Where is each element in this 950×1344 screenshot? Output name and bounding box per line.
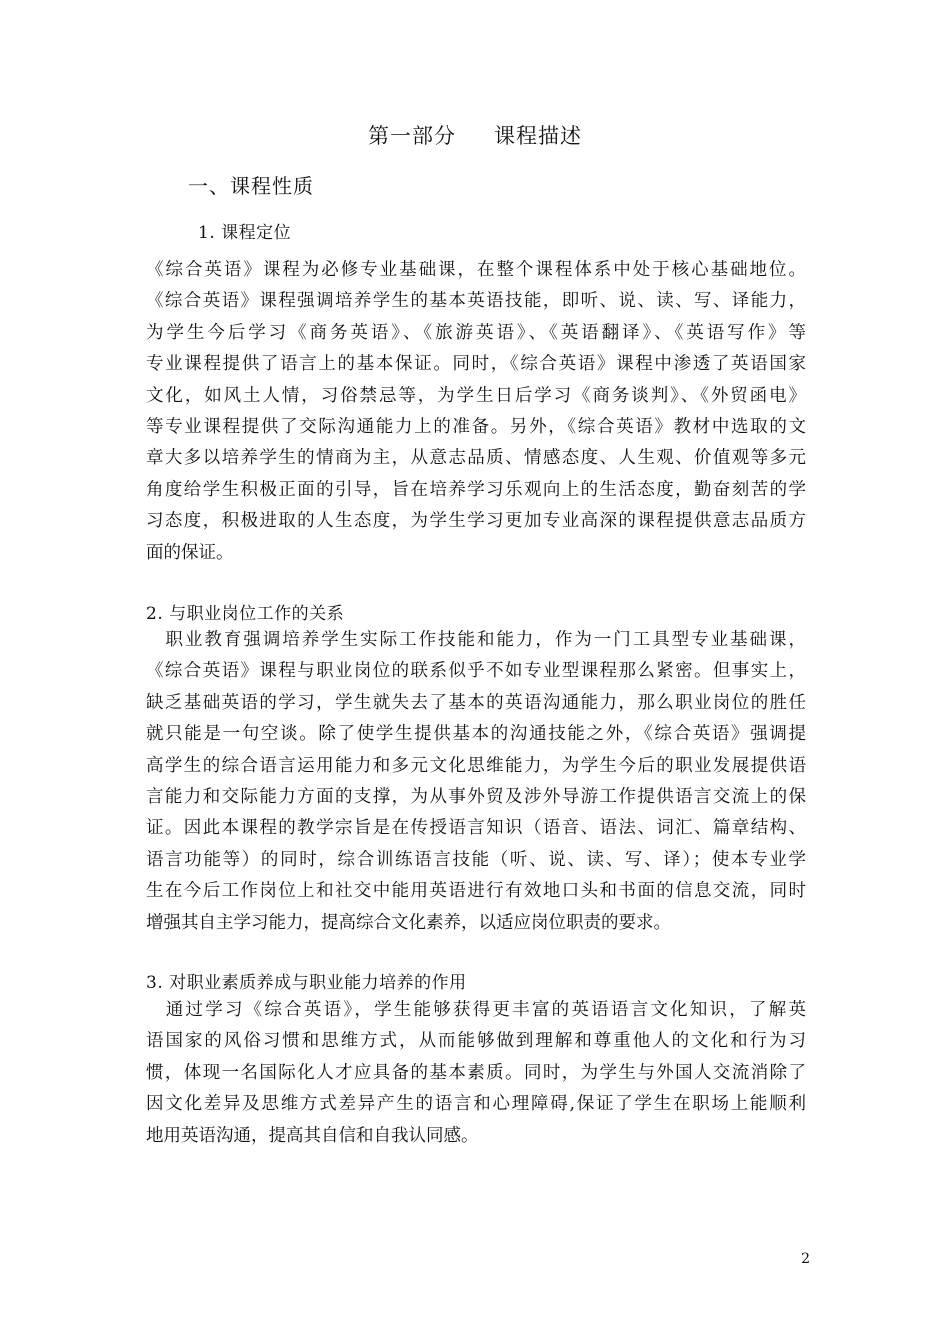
paragraph-line: 职业教育强调培养学生实际工作技能和能力，作为一门工具型专业基础课， bbox=[146, 630, 806, 650]
paragraph-line: 习态度，积极进取的人生态度，为学生学习更加专业高深的课程提供意志品质方 bbox=[146, 511, 806, 532]
paragraph-course-positioning bbox=[146, 255, 806, 569]
paragraph-line: 增强其自主学习能力，提高综合文化素养，以适应岗位职责的要求。 bbox=[146, 912, 671, 933]
paragraph-line: 文化，如风土人情，习俗禁忌等，为学生日后学习《商务谈判》、《外贸函电》 bbox=[146, 385, 806, 406]
paragraph-line: 证。因此本课程的教学宗旨是在传授语言知识（语音、语法、词汇、篇章结构、 bbox=[146, 818, 806, 839]
section-heading-course-nature: 一、课程性质 bbox=[188, 174, 314, 198]
part-title-number: 第一部分 bbox=[368, 124, 456, 148]
paragraph-line: 言能力和交际能力方面的支撑，为从事外贸及涉外导游工作提供语言交流上的保 bbox=[146, 786, 806, 807]
paragraph-line: 地用英语沟通，提高其自信和自我认同感。 bbox=[146, 1125, 479, 1146]
paragraph-line: 就只能是一句空谈。除了使学生提供基本的沟通技能之外，《综合英语》强调提 bbox=[146, 724, 806, 745]
paragraph-line: 因文化差异及思维方式差异产生的语言和心理障碍,保证了学生在职场上能顺利 bbox=[146, 1094, 806, 1115]
paragraph-line: 《综合英语》课程强调培养学生的基本英语技能，即听、说、读、写、译能力， bbox=[146, 291, 806, 312]
part-title-name: 课程描述 bbox=[494, 124, 582, 148]
paragraph-line: 缺乏基础英语的学习，学生就失去了基本的英语沟通能力，那么职业岗位的胜任 bbox=[146, 692, 806, 713]
paragraph-line: 通过学习《综合英语》，学生能够获得更丰富的英语语言文化知识，了解英 bbox=[146, 1000, 806, 1020]
paragraph-line: 章大多以培养学生的情商为主，从意志品质、情感态度、人生观、价值观等多元 bbox=[146, 448, 806, 469]
paragraph-line: 角度给学生积极正面的引导，旨在培养学习乐观向上的生活态度，勤奋刻苦的学 bbox=[146, 479, 806, 500]
paragraph-line: 专业课程提供了语言上的基本保证。同时，《综合英语》课程中渗透了英语国家 bbox=[146, 354, 806, 375]
paragraph-line: 语言功能等）的同时，综合训练语言技能（听、说、读、写、译）；使本专业学 bbox=[146, 849, 806, 870]
paragraph-line: 为学生今后学习《商务英语》、《旅游英语》、《英语翻译》、《英语写作》等 bbox=[146, 322, 806, 343]
part-title bbox=[0, 121, 950, 151]
subheading-professional-quality: 3. 对职业素质养成与职业能力培养的作用 bbox=[146, 973, 467, 993]
paragraph-line: 等专业课程提供了交际沟通能力上的准备。另外，《综合英语》教材中选取的文 bbox=[146, 416, 806, 437]
paragraph-line: 高学生的综合语言运用能力和多元文化思维能力，为学生今后的职业发展提供语 bbox=[146, 755, 806, 776]
page-number: 2 bbox=[801, 1251, 810, 1267]
paragraph-line: 面的保证。 bbox=[146, 542, 234, 563]
paragraph-line: 生在今后工作岗位上和社交中能用英语进行有效地口头和书面的信息交流，同时 bbox=[146, 881, 806, 902]
paragraph-line: 语国家的风俗习惯和思维方式，从而能够做到理解和尊重他人的文化和行为习 bbox=[146, 1031, 806, 1052]
paragraph-job-relationship bbox=[146, 625, 806, 939]
paragraph-line: 惯，体现一名国际化人才应具备的基本素质。同时，为学生与外国人交流消除了 bbox=[146, 1062, 806, 1083]
paragraph-line: 《综合英语》课程为必修专业基础课，在整个课程体系中处于核心基础地位。 bbox=[146, 260, 806, 280]
paragraph-professional-quality bbox=[146, 995, 806, 1152]
subheading-job-relationship: 2. 与职业岗位工作的关系 bbox=[146, 604, 345, 624]
paragraph-line: 《综合英语》课程与职业岗位的联系似乎不如专业型课程那么紧密。但事实上， bbox=[146, 661, 806, 682]
subheading-course-positioning: 1. 课程定位 bbox=[198, 223, 292, 243]
